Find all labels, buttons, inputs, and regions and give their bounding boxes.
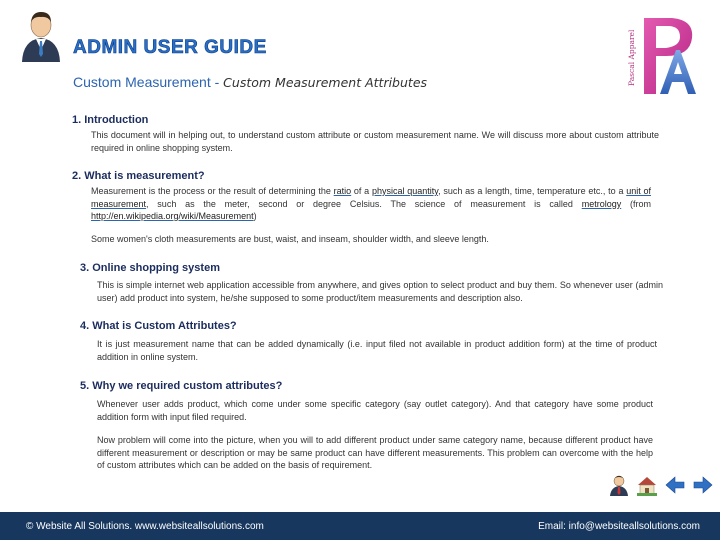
next-arrow-icon[interactable]	[692, 474, 714, 496]
link-ratio[interactable]: ratio	[333, 186, 352, 196]
pascal-apparel-logo	[622, 6, 704, 102]
section-body-online-shopping: This is simple internet web application accessible from anywhere, and gives option to select product and buy them. So whenever user (admin user) add product into system, he/she supposed to some product/item measurements and description also.	[97, 280, 663, 303]
text-span: (from	[621, 198, 651, 209]
subtitle-main: Custom Measurement	[73, 74, 211, 90]
section-heading-why-required: 5. Why we required custom attributes?	[80, 380, 283, 392]
footer-email: Email: info@websiteallsolutions.com	[538, 521, 700, 532]
page-subtitle	[73, 74, 427, 90]
previous-arrow-icon[interactable]	[664, 474, 686, 496]
section-heading-online-shopping: 3. Online shopping system	[80, 262, 220, 274]
home-icon[interactable]	[636, 474, 658, 496]
admin-user-icon	[20, 10, 62, 62]
user-nav-icon[interactable]	[608, 474, 630, 496]
section-heading-introduction: 1. Introduction	[72, 114, 149, 126]
link-physical-quantity[interactable]: physical quantity	[371, 186, 439, 196]
section-body-why-required: Whenever user adds product, which come under some specific category (say outlet category). And that category have some product addition form with input filed required.	[97, 399, 653, 422]
section-body-measurement	[91, 185, 651, 223]
page-title: ADMIN USER GUIDE	[73, 37, 267, 58]
section-body-introduction: This document will in helping out, to understand custom attribute or custom measurement name. We will discuss more about custom attribute required in online shopping system.	[91, 130, 659, 153]
section-heading-measurement: 2. What is measurement?	[72, 170, 205, 182]
section-heading-custom-attributes: 4. What is Custom Attributes?	[80, 320, 237, 332]
footer-bar	[0, 512, 720, 540]
text-span: , such as a length, time, temperature etc., to a	[438, 186, 627, 196]
section-body-custom-attributes: It is just measurement name that can be added dynamically (i.e. input filed not available in product addition form) at the time of product addition in online system.	[97, 339, 657, 362]
subtitle-separator: -	[210, 74, 224, 90]
link-wikipedia[interactable]: http://en.wikipedia.org/wiki/Measurement	[91, 211, 254, 221]
link-unit-of-measurement[interactable]: unit of measurement	[91, 186, 651, 209]
text-span: )	[253, 211, 257, 221]
section-body-measurement-examples: Some women's cloth measurements are bust, waist, and inseam, shoulder width, and sleeve length.	[91, 234, 489, 244]
logo-text: Pascal Apparel	[627, 29, 636, 86]
footer-copyright: © Website All Solutions. www.websiteallsolutions.com	[26, 521, 264, 532]
link-metrology[interactable]: metrology	[581, 198, 622, 209]
section-body-problem: Now problem will come into the picture, when you will to add different product under same category name, because different product have different measurement or description or may be same product can have different measurements. This problem can overcome with the help of custom attributes which can be added on the basis of requirement.	[97, 435, 653, 470]
subtitle-detail: Custom Measurement Attributes	[223, 75, 428, 90]
text-span: , such as the meter, second or degree Celsius. The science of measurement is called	[146, 198, 582, 209]
text-span: Measurement is the process or the result of determining the	[91, 186, 334, 196]
text-span: of a	[351, 186, 372, 196]
